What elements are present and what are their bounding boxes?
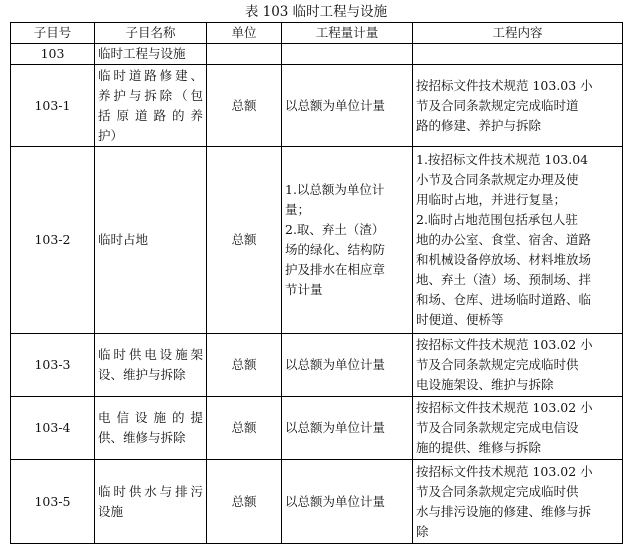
cell-line: 护） [98, 127, 124, 143]
cell-line: 量； [285, 202, 311, 217]
header-unit: 单位 [207, 23, 282, 44]
cell-line: 供、维修与拆除 [98, 430, 186, 445]
cell-line: 节计量 [285, 282, 323, 297]
item-code: 103-2 [11, 147, 95, 334]
cell-line: 临时道路修建、 [98, 67, 203, 83]
cell-line: 电信设施的提 [98, 410, 203, 425]
item-quantity-rule [282, 147, 413, 334]
item-work-content [413, 65, 623, 147]
cell-line: 以总额为单位计量 [285, 493, 386, 509]
item-quantity-rule [282, 65, 413, 147]
header-name: 子目名称 [95, 23, 207, 44]
cell-line: 2.临时占地范围包括承包人驻 [416, 212, 578, 227]
cell-line: 和机械设备停放场、材料堆放场 [416, 252, 592, 267]
section-content [413, 44, 623, 65]
cell-line: 以总额为单位计量 [285, 357, 386, 372]
cell-line: 场的绿化、结构防 [285, 242, 386, 257]
cell-line: 施的提供、维修与拆除 [416, 440, 542, 455]
header-quantity: 工程量计量 [282, 23, 413, 44]
item-work-content [413, 334, 623, 397]
cell-line: 1.以总额为单位计 [285, 182, 385, 197]
item-code: 103-4 [11, 397, 95, 460]
item-name [95, 147, 207, 334]
cell-line: 时便道、便桥等 [416, 312, 504, 327]
item-code: 103-3 [11, 334, 95, 397]
cell-line: 地、弃土（渣）场、预制场、拌 [416, 272, 592, 287]
cell-line: 养护与拆除（包 [98, 87, 203, 103]
item-name [95, 65, 207, 147]
cell-line: 按招标文件技术规范 103.02 小 [416, 337, 593, 352]
item-unit: 总额 [207, 397, 282, 460]
item-name [95, 397, 207, 460]
item-code: 103-5 [11, 460, 95, 544]
cell-line: 护及排水在相应章 [285, 262, 386, 277]
cell-line: 以总额为单位计量 [285, 97, 386, 113]
item-name [95, 460, 207, 544]
section-quantity [282, 44, 413, 65]
cell-line: 节及合同条款规定完成临时供 [416, 357, 579, 372]
item-unit: 总额 [207, 65, 282, 147]
table-row [11, 147, 623, 334]
cell-line: 以总额为单位计量 [285, 420, 386, 435]
table-row [11, 65, 623, 147]
cell-line: 地的办公室、食堂、宿舍、道路 [416, 232, 592, 247]
table-row [11, 334, 623, 397]
cell-line: 1.按招标文件技术规范 103.04 [416, 152, 589, 167]
cell-line: 小节及合同条款规定办理及使 [416, 172, 579, 187]
quantity-table [10, 22, 623, 544]
cell-line: 设、维护与拆除 [98, 367, 186, 382]
cell-line: 临时供电设施架 [98, 347, 203, 362]
cell-line: 水与排污设施的修建、维修与拆 [416, 503, 592, 519]
item-unit: 总额 [207, 334, 282, 397]
item-work-content [413, 460, 623, 544]
cell-line: 节及合同条款规定完成临时供 [416, 483, 579, 499]
cell-line: 括原道路的养 [98, 107, 203, 123]
header-code: 子目号 [11, 23, 95, 44]
cell-line: 路的修建、养护与拆除 [416, 117, 542, 133]
section-name: 临时工程与设施 [95, 44, 207, 65]
item-unit: 总额 [207, 460, 282, 544]
cell-line: 节及合同条款规定完成电信设 [416, 420, 579, 435]
item-unit: 总额 [207, 147, 282, 334]
cell-line: 按招标文件技术规范 103.02 小 [416, 400, 593, 415]
table-caption: 表 103 临时工程与设施 [244, 4, 388, 20]
item-quantity-rule [282, 460, 413, 544]
cell-line: 节及合同条款规定完成临时道 [416, 97, 579, 113]
cell-line: 按招标文件技术规范 103.02 小 [416, 463, 593, 479]
header-content: 工程内容 [413, 23, 623, 44]
item-code: 103-1 [11, 65, 95, 147]
cell-line: 按招标文件技术规范 103.03 小 [416, 77, 593, 93]
cell-line: 和场、仓库、进场临时道路、临 [416, 292, 592, 307]
cell-line: 临时供水与排污 [98, 483, 203, 499]
cell-line: 电设施架设、维护与拆除 [416, 377, 554, 392]
item-quantity-rule [282, 397, 413, 460]
cell-line: 临时占地 [98, 232, 149, 247]
section-unit [207, 44, 282, 65]
table-header-row [11, 23, 623, 44]
item-work-content [413, 397, 623, 460]
item-work-content [413, 147, 623, 334]
section-row [11, 44, 623, 65]
item-quantity-rule [282, 334, 413, 397]
section-code: 103 [11, 44, 95, 65]
cell-line: 用临时占地，并进行复垦； [416, 192, 567, 207]
table-row [11, 460, 623, 544]
table-row [11, 397, 623, 460]
cell-line: 2.取、弃土（渣） [285, 222, 385, 237]
item-name [95, 334, 207, 397]
cell-line: 除 [416, 523, 429, 539]
cell-line: 设施 [98, 503, 124, 519]
